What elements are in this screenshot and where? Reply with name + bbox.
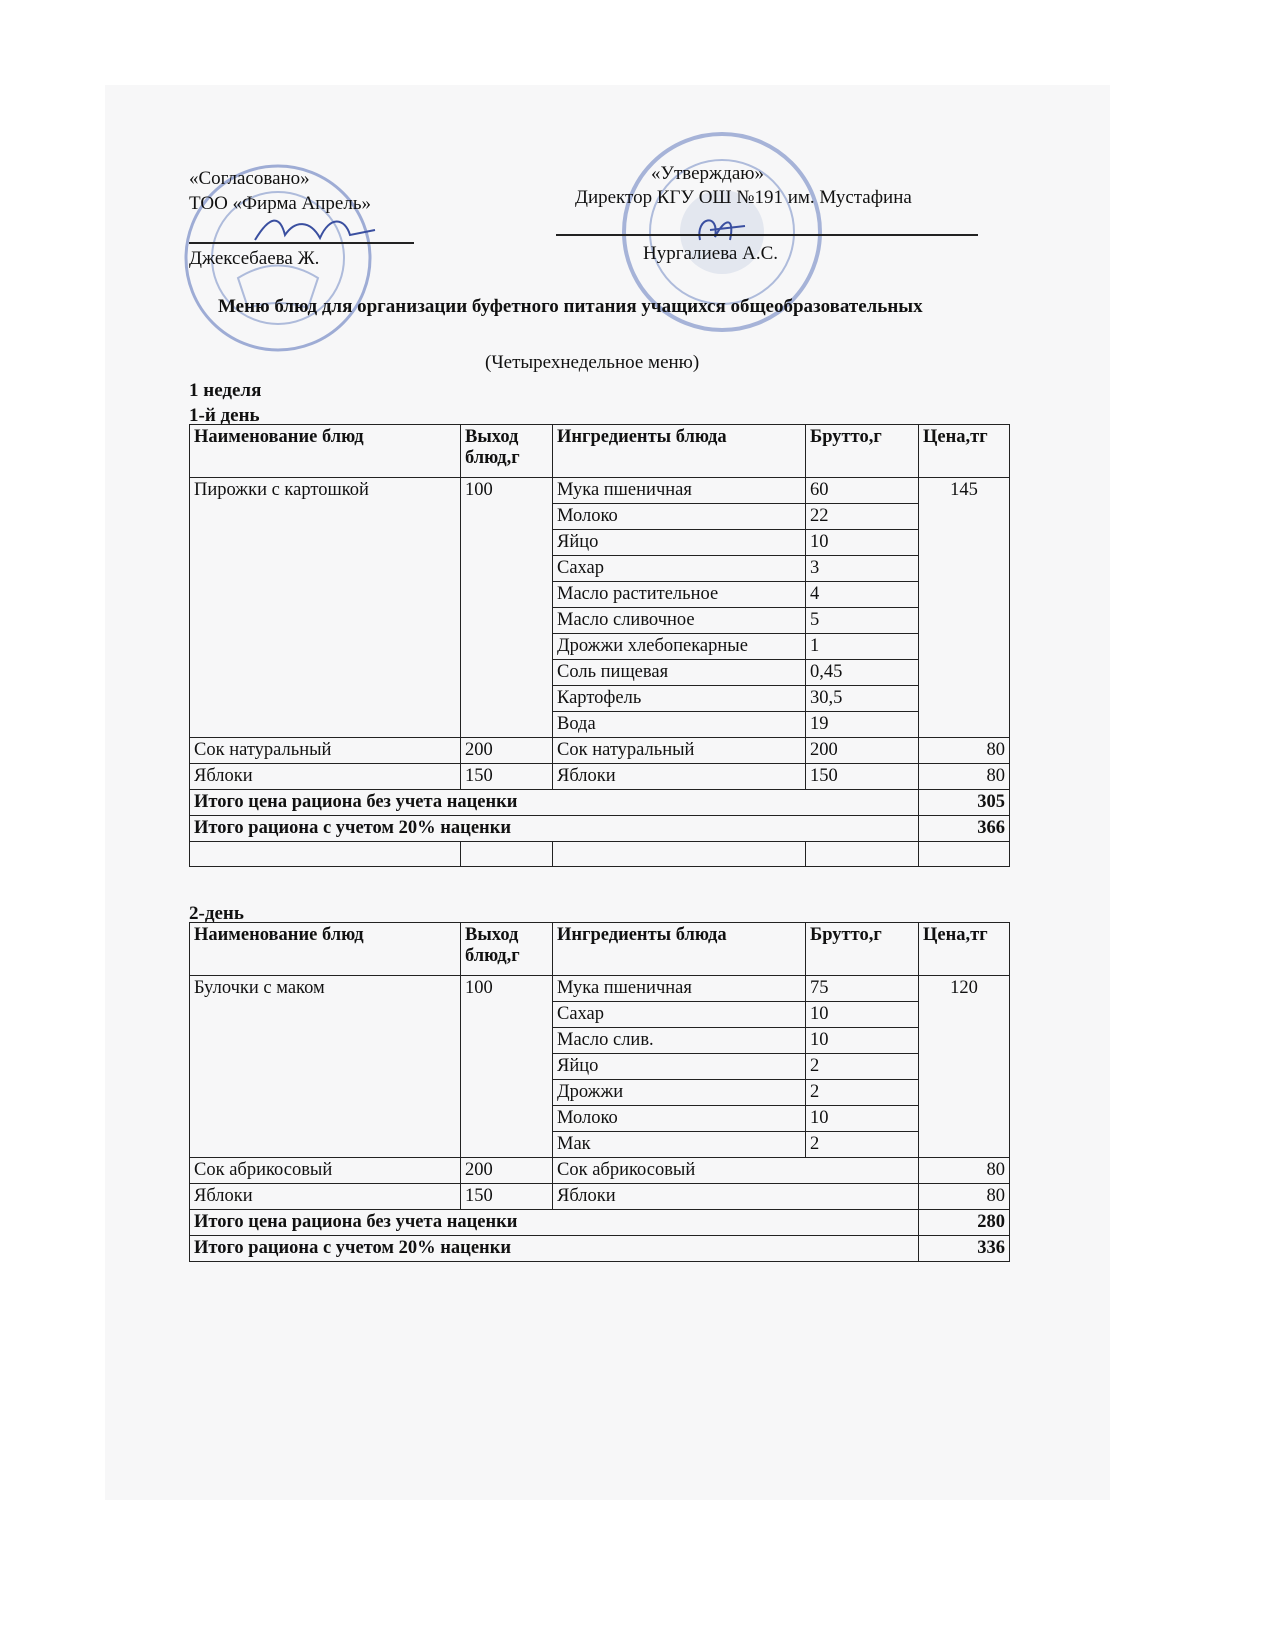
ingredient-gross: 10 (806, 1002, 919, 1028)
ingredient-gross: 4 (806, 582, 919, 608)
ingredient-name: Яйцо (553, 530, 806, 556)
ingredient-name: Масло слив. (553, 1028, 806, 1054)
table-row (190, 1184, 1010, 1210)
ingredient-gross: 150 (806, 764, 919, 790)
column-header: Наименование блюд (190, 923, 461, 976)
ingredient-gross: 3 (806, 556, 919, 582)
signature-line-right (556, 234, 978, 236)
empty-cell (806, 842, 919, 867)
dish-price: 80 (919, 738, 1010, 764)
table-row (190, 976, 1010, 1002)
column-header: Брутто,г (806, 425, 919, 478)
total-value: 305 (919, 790, 1010, 816)
dish-yield: 100 (461, 976, 553, 1158)
table-row (190, 764, 1010, 790)
menu-table (189, 922, 1010, 1262)
ingredient-gross: 22 (806, 504, 919, 530)
approval-right-title: «Утверждаю» (651, 163, 764, 184)
column-header: Выход блюд,г (461, 923, 553, 976)
approval-left-title: «Согласовано» (189, 168, 310, 189)
dish-name: Яблоки (190, 1184, 461, 1210)
ingredient-name: Мак (553, 1132, 806, 1158)
ingredient-name: Мука пшеничная (553, 478, 806, 504)
signature-line-left (189, 242, 414, 244)
ingredient-name: Масло растительное (553, 582, 806, 608)
ingredient-name: Вода (553, 712, 806, 738)
column-header: Ингредиенты блюда (553, 425, 806, 478)
table-row (190, 478, 1010, 504)
ingredient-name: Сок абрикосовый (553, 1158, 919, 1184)
approval-right-org: Директор КГУ ОШ №191 им. Мустафина (575, 187, 912, 208)
ingredient-name: Молоко (553, 504, 806, 530)
ingredient-gross: 5 (806, 608, 919, 634)
column-header: Наименование блюд (190, 425, 461, 478)
dish-name: Сок натуральный (190, 738, 461, 764)
ingredient-gross: 10 (806, 530, 919, 556)
ingredient-gross: 10 (806, 1106, 919, 1132)
ingredient-name: Мука пшеничная (553, 976, 806, 1002)
header-row (190, 923, 1010, 976)
column-header: Цена,тг (919, 425, 1010, 478)
ingredient-name: Сахар (553, 556, 806, 582)
signature-left (250, 210, 380, 250)
approval-left-org: ТОО «Фирма Апрель» (189, 193, 371, 214)
ingredient-gross: 10 (806, 1028, 919, 1054)
ingredient-gross: 60 (806, 478, 919, 504)
dish-yield: 200 (461, 738, 553, 764)
total-value: 366 (919, 816, 1010, 842)
ingredient-name: Соль пищевая (553, 660, 806, 686)
document-title: Меню блюд для организации буфетного питания учащихся общеобразовательных (218, 296, 923, 317)
total-label: Итого цена рациона без учета наценки (190, 1210, 919, 1236)
header-row (190, 425, 1010, 478)
day-label: 2-день (189, 903, 244, 924)
empty-cell (461, 842, 553, 867)
ingredient-name: Масло сливочное (553, 608, 806, 634)
table-row (190, 1158, 1010, 1184)
dish-price: 120 (919, 976, 1010, 1158)
dish-yield: 150 (461, 1184, 553, 1210)
ingredient-name: Молоко (553, 1106, 806, 1132)
ingredient-name: Яйцо (553, 1054, 806, 1080)
ingredient-name: Сок натуральный (553, 738, 806, 764)
total-label: Итого цена рациона без учета наценки (190, 790, 919, 816)
table-row (190, 738, 1010, 764)
dish-price: 80 (919, 1184, 1010, 1210)
ingredient-gross: 2 (806, 1054, 919, 1080)
dish-name: Яблоки (190, 764, 461, 790)
ingredient-name: Дрожжи (553, 1080, 806, 1106)
column-header: Выход блюд,г (461, 425, 553, 478)
ingredient-gross: 200 (806, 738, 919, 764)
total-label: Итого рациона с учетом 20% наценки (190, 816, 919, 842)
column-header: Брутто,г (806, 923, 919, 976)
dish-price: 80 (919, 1158, 1010, 1184)
ingredient-gross: 75 (806, 976, 919, 1002)
ingredient-gross: 2 (806, 1080, 919, 1106)
document-subtitle: (Четырехнедельное меню) (485, 352, 700, 373)
empty-row (190, 842, 1010, 867)
approval-left-name: Джексебаева Ж. (189, 248, 320, 269)
dish-price: 145 (919, 478, 1010, 738)
ingredient-gross: 30,5 (806, 686, 919, 712)
dish-yield: 200 (461, 1158, 553, 1184)
week-label: 1 неделя (189, 380, 262, 401)
menu-table (189, 424, 1010, 867)
empty-cell (919, 842, 1010, 867)
ingredient-name: Яблоки (553, 1184, 919, 1210)
total-row (190, 1236, 1010, 1262)
ingredient-gross: 0,45 (806, 660, 919, 686)
empty-cell (190, 842, 461, 867)
total-value: 280 (919, 1210, 1010, 1236)
total-row (190, 790, 1010, 816)
dish-name: Сок абрикосовый (190, 1158, 461, 1184)
day-label: 1-й день (189, 405, 260, 426)
column-header: Цена,тг (919, 923, 1010, 976)
total-value: 336 (919, 1236, 1010, 1262)
ingredient-name: Дрожжи хлебопекарные (553, 634, 806, 660)
dish-yield: 100 (461, 478, 553, 738)
ingredient-gross: 19 (806, 712, 919, 738)
ingredient-name: Яблоки (553, 764, 806, 790)
ingredient-name: Сахар (553, 1002, 806, 1028)
dish-name: Пирожки с картошкой (190, 478, 461, 738)
approval-right-name: Нургалиева А.С. (643, 243, 778, 264)
dish-name: Булочки с маком (190, 976, 461, 1158)
empty-cell (553, 842, 806, 867)
ingredient-gross: 1 (806, 634, 919, 660)
ingredient-name: Картофель (553, 686, 806, 712)
dish-price: 80 (919, 764, 1010, 790)
total-row (190, 1210, 1010, 1236)
total-row (190, 816, 1010, 842)
dish-yield: 150 (461, 764, 553, 790)
column-header: Ингредиенты блюда (553, 923, 806, 976)
total-label: Итого рациона с учетом 20% наценки (190, 1236, 919, 1262)
signature-right (690, 212, 750, 246)
ingredient-gross: 2 (806, 1132, 919, 1158)
